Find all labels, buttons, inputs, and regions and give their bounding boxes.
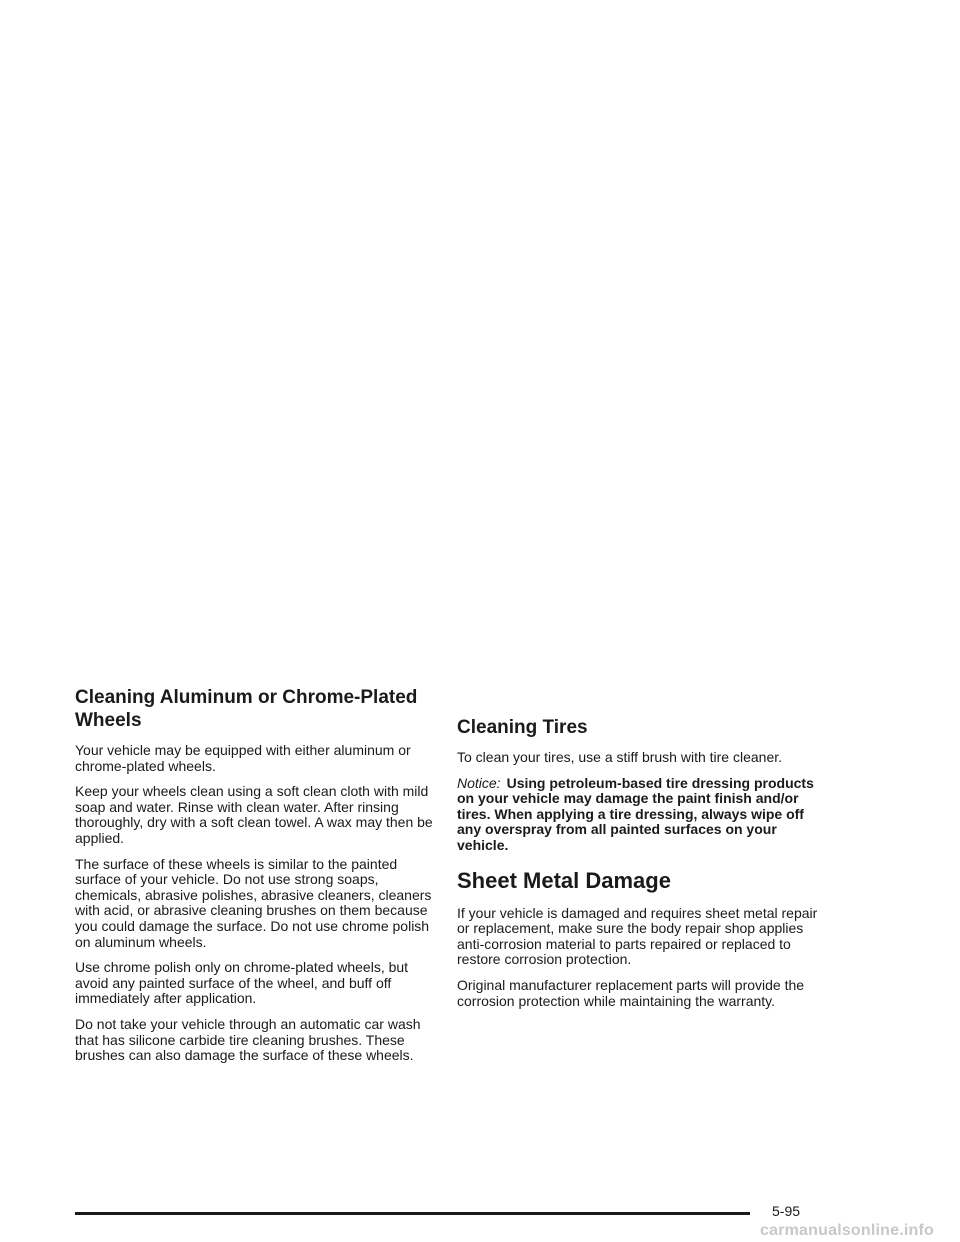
paragraph: Do not take your vehicle through an automatic car wash that has silicone carbide tire cleaning brushes. These brushes can also damage the surface of these wheels. [75, 1015, 421, 1064]
page-number: 5-95 [772, 1203, 801, 1219]
right-column [457, 716, 819, 1019]
footer-rule [75, 1212, 750, 1215]
notice-block [457, 776, 819, 854]
paragraph: Keep your wheels clean using a soft clean cloth with mild soap and water. Rinse with clean water. After rinsing thoroughly, dry with a soft clean towel. A wax may then be applied. [75, 783, 433, 846]
paragraph: Use chrome polish only on chrome-plated wheels, but avoid any painted surface of the wheel, and buff off immediately after application. [75, 959, 409, 1007]
notice-text: Using petroleum-based tire dressing products on your vehicle may damage the paint finish and/or tires. When applying a tire dressing, always wipe off any overspray from all painted surfaces on your vehicle. [457, 774, 814, 853]
section-heading-wheels: Cleaning Aluminum or Chrome-Plated Wheels [75, 687, 418, 731]
paragraph: Your vehicle may be equipped with either aluminum or chrome-plated wheels. [75, 742, 411, 774]
paragraph: If your vehicle is damaged and requires sheet metal repair or replacement, make sure the body repair shop applies anti-corrosion material to parts repaired or replaced to restore corrosion protection. [457, 904, 818, 968]
section-heading-sheet-metal: Sheet Metal Damage [457, 867, 671, 893]
notice-label: Notice: [457, 774, 501, 791]
watermark: carmanualsonline.info [760, 1222, 935, 1239]
left-column [75, 686, 437, 1074]
section-heading-tires: Cleaning Tires [457, 717, 588, 738]
paragraph: To clean your tires, use a stiff brush with tire cleaner. [457, 749, 783, 765]
paragraph: The surface of these wheels is similar to the painted surface of your vehicle. Do not use strong soaps, chemicals, abrasive polishes, abrasive cleaners, cleaners with acid, or abrasive cleaning brushes on them because you could damage the surface. Do not use chrome polish on aluminum wheels. [75, 855, 432, 950]
paragraph: Original manufacturer replacement parts will provide the corrosion protection while maintaining the warranty. [457, 976, 805, 1009]
